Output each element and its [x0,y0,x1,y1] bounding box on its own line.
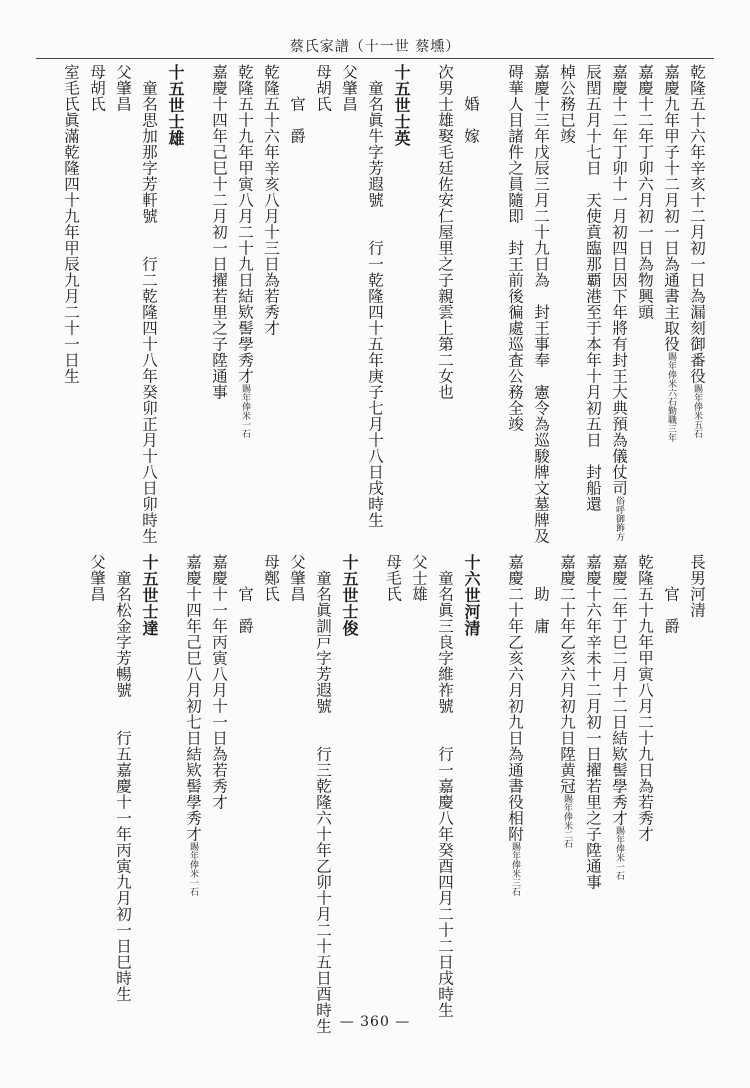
column-text: 乾隆五十六年辛亥十二月初一日為漏刻御番役 [688,64,706,384]
column-text: 長男河清 [688,554,706,618]
column-text: 童名眞訓戸字芳遐號 行三乾隆六十年乙卯十月二十五日酉時生 [314,554,332,1034]
text-column [206,554,232,974]
text-column [432,554,458,1018]
text-column [232,554,258,974]
text-column [58,64,84,504]
column-text: 母胡氏 [88,64,106,112]
column-text: 母鄭氏 [262,554,280,602]
column-text: 父肇昌 [288,554,306,602]
column-text: 十五世士英 [392,64,411,147]
stipend-note: 賜年俸米二石 [562,794,572,848]
column-text: 辰閏五月十七日 天使賁臨那覇港至于本年十月初五日 封船還 [584,64,602,512]
text-column [84,64,110,504]
column-text: 官 爵 [662,554,680,634]
column-text: 嘉慶十二年丁卯六月初一日為物興頭 [636,64,654,320]
text-column [606,64,632,541]
text-column [528,554,554,974]
text-column [336,64,362,504]
text-column [284,554,310,974]
column-text: 童名眞牛字芳遐號 行一乾隆四十五年庚子七月十八日戌時生 [366,64,384,528]
text-column [458,64,484,504]
text-column [632,554,658,974]
column-text: 乾隆五十九年甲寅八月二十九日為若秀才 [636,554,654,842]
text-column [580,554,606,974]
text-column [136,64,162,544]
column-text: 婚 嫁 [462,64,480,144]
page-header: 蔡氏家譜（十一世 蔡壎） [289,39,461,55]
generation-heading [388,64,414,504]
text-column [310,554,336,1034]
stipend-note: 賜年俸米五石 [692,384,702,438]
generation-heading [136,554,162,974]
column-text: 童名思加那字芳軒號 行二乾隆四十八年癸卯正月十八日卯時生 [140,64,158,544]
column-text: 官 爵 [236,554,254,634]
text-column [606,554,632,974]
text-column [502,554,528,974]
text-column [284,64,310,504]
text-column [232,64,258,504]
column-text: 嘉慶二年丁巳二月十二日結欵髻學秀才 [610,554,628,826]
column-text: 十五世士達 [140,554,159,637]
column-text: 父士雄 [410,554,428,602]
generation-heading [162,64,188,504]
text-column [432,64,458,504]
column-text: 室毛氏眞滿乾隆四十九年甲辰九月二十一日生 [62,64,80,384]
stipend-note: 賜年俸米三石 [510,842,520,896]
text-column [406,554,432,974]
text-column [110,554,136,1002]
column-gap [362,554,380,974]
column-text: 嘉慶二十年乙亥六月初九日為通書役相附 [506,554,524,842]
column-text: 父肇昌 [88,554,106,602]
stipend-note: 俗呼御飾方 [614,496,624,541]
generation-heading [336,554,362,974]
stipend-note: 賜年俸米六石勤職三年 [666,352,676,442]
text-column [380,554,406,974]
column-text: 次男士雄娶毛廷佐安仁屋里之子親雲上第二女也 [436,64,454,400]
text-column [658,64,684,504]
text-column [258,554,284,974]
column-text: 助 庸 [532,554,550,634]
column-gap [484,554,502,974]
text-column [632,64,658,504]
column-text: 嘉慶十四年己巳十二月初一日擢若里之子陞通事 [210,64,228,400]
column-gap [414,64,432,504]
text-column [84,554,110,974]
column-text: 母胡氏 [314,64,332,112]
column-text: 棹公務已竣 [558,64,576,144]
column-gap [484,64,502,504]
column-text: 母毛氏 [384,554,402,602]
text-column [554,554,580,974]
column-text: 嘉慶九年甲子十二月初一日為通書主取役 [662,64,680,352]
column-text: 嘉慶十二年丁卯十一月初四日因下年將有封王大典預為儀仗司 [610,64,628,496]
column-text: 十五世士雄 [166,64,185,147]
generation-heading [458,554,484,974]
text-column [684,64,710,504]
column-gap [188,64,206,504]
text-column [110,64,136,504]
column-text: 乾隆五十九年甲寅八月二十九日結欵髻學秀才 [236,64,254,384]
text-column [310,64,336,504]
text-column [362,64,388,528]
column-text: 童名松金字芳暢號 行五嘉慶十一年丙寅九月初一日巳時生 [114,554,132,1002]
text-column [180,554,206,974]
text-column [658,554,684,974]
column-text: 嘉慶十四年己巳八月初七日結欵髻學秀才 [184,554,202,842]
upper-register [40,64,710,544]
page-number: — 360 — [339,1014,411,1030]
column-text: 碍華人目諸件之員隨即 封王前後徧處巡査公務全竣 [506,64,524,432]
text-column [502,64,528,504]
column-text: 嘉慶十六年辛未十二月初一日擢若里之子陞通事 [584,554,602,890]
column-text: 乾隆五十六年辛亥八月十三日為若秀才 [262,64,280,336]
column-text: 嘉慶十三年戊辰三月二十九日為 封王事奉 憲令為巡駿牌文墓牌及 [532,64,550,544]
column-text: 十五世士俊 [340,554,359,637]
column-text: 父肇昌 [114,64,132,112]
column-text: 官 爵 [288,64,306,144]
column-text: 父肇昌 [340,64,358,112]
column-text: 十六世河清 [462,554,481,637]
text-column [258,64,284,504]
text-column [206,64,232,504]
column-text: 嘉慶二十年乙亥六月初九日陞黄冠 [558,554,576,794]
text-column [554,64,580,504]
text-column [580,64,606,512]
column-text: 童名眞三良字維祚號 行一嘉慶八年癸酉四月二十二日戌時生 [436,554,454,1018]
column-text: 嘉慶十一年丙寅八月十一日為若秀才 [210,554,228,810]
stipend-note: 賜年俸米一石 [614,826,624,880]
header-rule [36,58,714,59]
stipend-note: 賜年俸米一石 [188,842,198,896]
stipend-note: 賜年俸米一石 [240,384,250,438]
text-column [684,554,710,974]
column-gap [162,554,180,974]
text-column [528,64,554,544]
